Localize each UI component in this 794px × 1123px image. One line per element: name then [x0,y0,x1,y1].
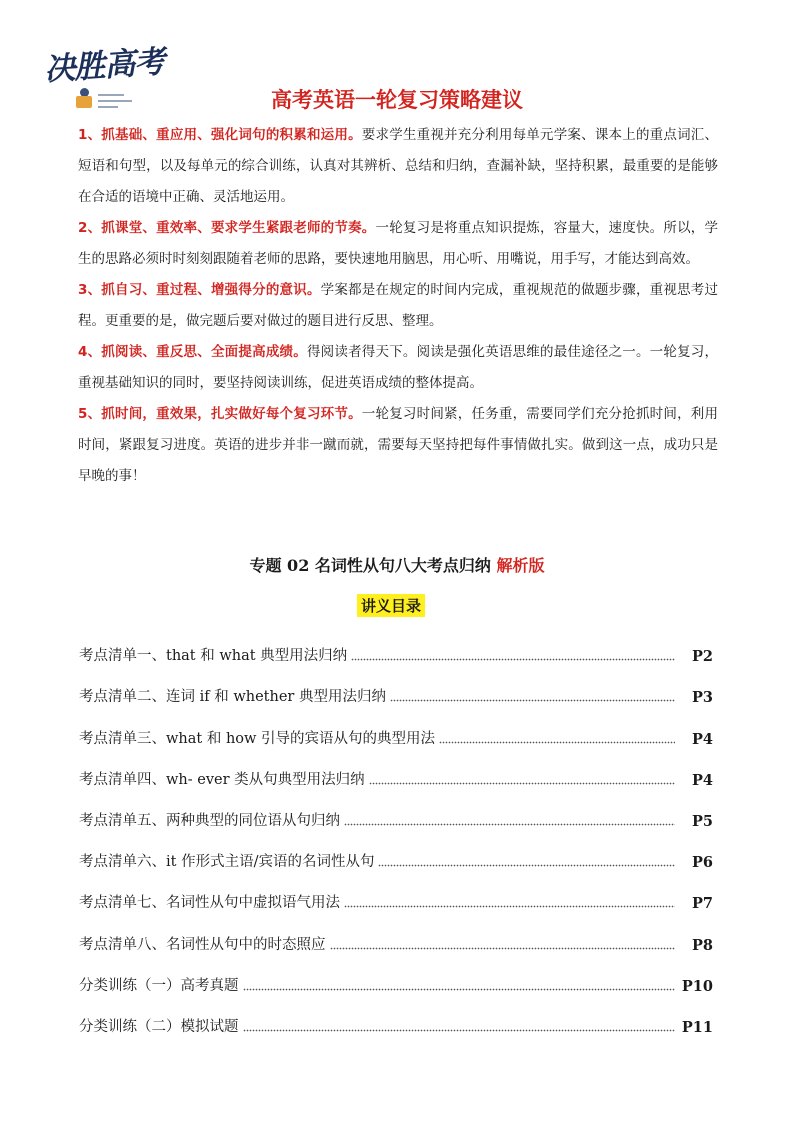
toc-entry-label: 考点清单八、名词性从句中的时态照应 [79,936,326,953]
tip-heading: 2、抓课堂、重效率、要求学生紧跟老师的节奏。 [78,220,376,236]
toc-entry[interactable] [79,997,713,1038]
toc-entry[interactable] [79,956,713,997]
dot-leader [369,775,675,785]
edition-label: 解析版 [496,556,545,575]
dot-leader [439,734,675,744]
dot-leader [330,940,676,950]
topic-name: 专题 02 名词性从句八大考点归纳 [249,556,491,575]
toc-entry-page: P4 [692,771,713,789]
toc-entry[interactable] [79,832,713,873]
toc-entry[interactable] [79,873,713,914]
study-tips [78,120,718,492]
toc-entry-page: P4 [692,730,713,748]
tip-paragraph [78,275,718,337]
toc-entry-label: 考点清单六、it 作形式主语/宾语的名词性从句 [79,854,375,871]
tip-paragraph [78,213,718,275]
dot-leader [344,898,675,908]
tip-heading: 1、抓基础、重应用、强化词句的积累和运用。 [78,127,362,143]
tip-paragraph [78,120,718,213]
dot-leader [378,857,675,867]
tip-body: 得阅读者得天下。阅读是强化英语思维的最佳途径之一。一轮复习，重视基础知识的同时，要坚持阅读训练，促进英语成绩的整体提高。 [78,344,719,391]
toc-entry[interactable] [79,708,713,749]
toc-entry-label: 考点清单三、what 和 how 引导的宾语从句的典型用法 [79,730,436,747]
toc-entry-page: P10 [681,977,713,995]
toc-entry[interactable] [79,914,713,955]
tip-body: 一轮复习是将重点知识提炼，容量大，速度快。所以，学生的思路必须时时刻刻跟随着老师的思路，要快速地用脑思，用心听、用嘴说，用手写，才能达到高效。 [78,220,718,267]
toc-entry-page: P8 [692,936,713,954]
tip-heading: 5、抓时间，重效果，扎实做好每个复习环节。 [78,406,362,422]
document-title: 高考英语一轮复习策略建议 [271,88,523,112]
tip-heading: 3、抓自习、重过程、增强得分的意识。 [78,282,321,298]
toc-entry-page: P2 [692,648,713,666]
toc-entry-label: 分类训练（二）模拟试题 [79,1018,239,1035]
toc-entry-page: P11 [681,1018,713,1036]
dot-leader [344,816,675,826]
tip-body: 一轮复习时间紧，任务重，需要同学们充分抢抓时间，利用时间，紧跟复习进度。英语的进步并非一蹴而就，需要每天坚持把每件事情做扎实。做到这一点，成功只是早晚的事！ [78,406,718,484]
toc-entry-page: P7 [692,895,713,913]
toc-entry[interactable] [79,750,713,791]
dot-leader [243,981,676,991]
tip-body: 学案都是在规定的时间内完成，重视规范的做题步骤，重视思考过程。更重要的是，做完题后要对做过的题目进行反思、整理。 [78,282,718,329]
toc-entry-label: 考点清单二、连词 if 和 whether 典型用法归纳 [79,689,386,706]
toc-entry-label: 考点清单四、wh- ever 类从句典型用法归纳 [79,771,365,788]
toc-entry-page: P3 [692,689,713,707]
dot-leader [390,692,675,702]
tip-body: 要求学生重视并充分利用每单元学案、课本上的重点词汇、短语和句型，以及每单元的综合训练，认真对其辨析、总结和归纳，查漏补缺，坚持积累，最重要的是能够在合适的语境中正确、灵活地运用。 [78,127,718,205]
topic-title [0,553,794,576]
tip-paragraph [78,399,718,492]
dot-leader [243,1022,676,1032]
toc-entry-page: P6 [692,854,713,872]
toc-entry[interactable] [79,791,713,832]
dot-leader [351,651,675,661]
tip-heading: 4、抓阅读、重反思、全面提高成绩。 [78,344,307,360]
table-of-contents [79,626,713,1038]
toc-entry[interactable] [79,626,713,667]
toc-entry-label: 分类训练（一）高考真题 [79,977,239,994]
logo-text: 决胜高考 [43,43,166,89]
toc-entry-page: P5 [692,812,713,830]
toc-entry-label: 考点清单一、that 和 what 典型用法归纳 [79,648,348,665]
toc-entry-label: 考点清单五、两种典型的同位语从句归纳 [79,812,340,829]
toc-heading: 讲义目录 [357,594,425,617]
toc-entry[interactable] [79,667,713,708]
toc-entry-label: 考点清单七、名词性从句中虚拟语气用法 [79,895,340,912]
tip-paragraph [78,337,718,399]
